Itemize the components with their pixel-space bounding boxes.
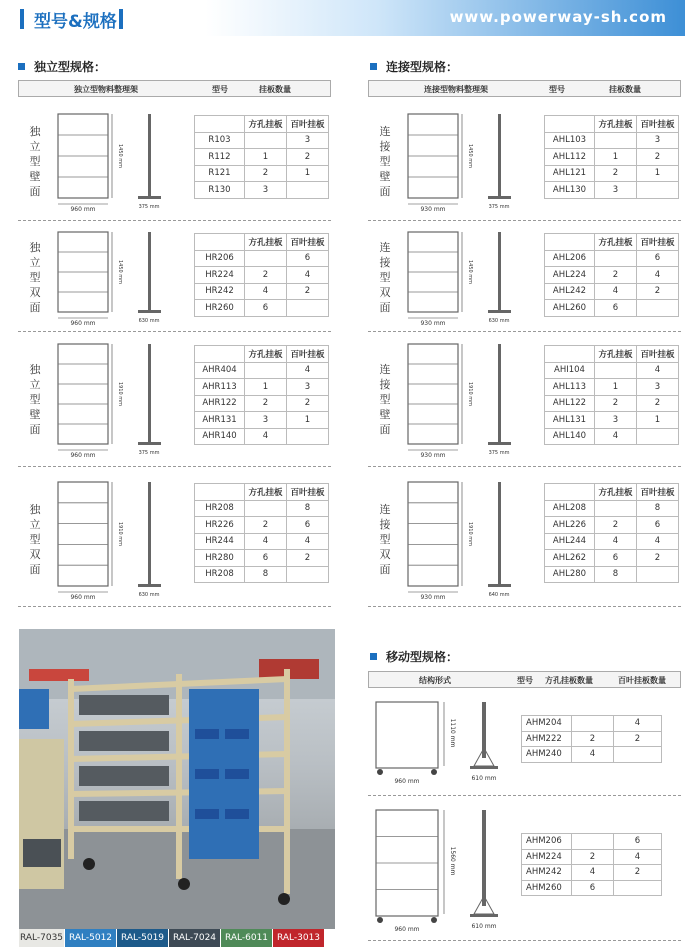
svg-text:630 mm: 630 mm <box>138 592 160 598</box>
table-cell: 6 <box>595 300 637 317</box>
warehouse-rack-illustration <box>19 629 335 929</box>
table-cell: 1 <box>245 379 287 396</box>
svg-text:1450 mm: 1450 mm <box>467 143 473 169</box>
mobile-header-bar: 结构形式 型号 方孔挂板数量 百叶挂板数量 <box>368 671 681 688</box>
table-row <box>545 395 679 412</box>
table-cell: 2 <box>637 550 679 567</box>
table-cell: 2 <box>595 517 637 534</box>
table-cell: AHM222 <box>522 731 572 747</box>
table-row <box>545 500 679 517</box>
color-swatch: RAL-5019 <box>117 929 169 947</box>
table-cell: AHM204 <box>522 716 572 732</box>
table-header-cell: 方孔挂板 <box>595 484 637 501</box>
table-cell: 2 <box>572 849 614 865</box>
table-header-cell <box>545 116 595 133</box>
mobile-rack-drawing <box>372 700 522 800</box>
table-cell: 4 <box>614 716 662 732</box>
table-cell <box>572 834 614 850</box>
table-cell <box>287 566 329 583</box>
separator <box>18 466 331 467</box>
table-row <box>545 149 679 166</box>
right-spec-table <box>544 345 679 445</box>
svg-text:630 mm: 630 mm <box>138 318 160 324</box>
table-cell: 6 <box>245 300 287 317</box>
table-row <box>545 267 679 284</box>
table-cell: AHM260 <box>522 880 572 896</box>
table-row <box>195 165 329 182</box>
color-swatch: RAL-7024 <box>169 929 221 947</box>
table-cell: 4 <box>637 533 679 550</box>
table-row <box>195 250 329 267</box>
table-row <box>545 566 679 583</box>
left-block-label: 独 立 型 壁 面 <box>29 125 41 198</box>
svg-text:1110 mm: 1110 mm <box>449 718 456 748</box>
table-row <box>522 834 662 850</box>
table-cell: HR224 <box>195 267 245 284</box>
svg-text:1560 mm: 1560 mm <box>449 846 456 876</box>
table-cell: 2 <box>245 517 287 534</box>
table-cell: 1 <box>595 149 637 166</box>
table-header-cell <box>195 484 245 501</box>
bullet-square-icon <box>18 63 25 70</box>
left-rack-drawing <box>50 228 210 334</box>
table-cell: 6 <box>245 550 287 567</box>
table-cell <box>595 362 637 379</box>
right-rack-drawing <box>400 340 560 466</box>
table-header-cell: 方孔挂板 <box>595 234 637 251</box>
table-cell: HR260 <box>195 300 245 317</box>
table-row <box>545 182 679 199</box>
table-cell: AHL113 <box>545 379 595 396</box>
table-row <box>522 865 662 881</box>
table-cell <box>287 182 329 199</box>
table-cell: 4 <box>287 362 329 379</box>
table-cell <box>614 880 662 896</box>
left-spec-table <box>194 115 329 199</box>
table-header-row <box>545 234 679 251</box>
left-block-label: 独 立 型 壁 面 <box>29 363 41 436</box>
table-row <box>545 132 679 149</box>
svg-text:375 mm: 375 mm <box>488 450 510 456</box>
right-rack-drawing <box>400 110 560 220</box>
header-bar-right <box>119 9 123 29</box>
table-cell: 1 <box>245 149 287 166</box>
table-cell: HR280 <box>195 550 245 567</box>
table-cell: HR208 <box>195 500 245 517</box>
table-header-cell: 方孔挂板 <box>245 234 287 251</box>
table-cell: HR206 <box>195 250 245 267</box>
table-row <box>545 550 679 567</box>
table-row <box>522 880 662 896</box>
table-header-row <box>195 346 329 363</box>
table-cell: AHL224 <box>545 267 595 284</box>
table-cell: 2 <box>595 267 637 284</box>
table-header-row <box>545 484 679 501</box>
svg-text:960 mm: 960 mm <box>70 206 96 213</box>
table-header-cell: 百叶挂板 <box>637 346 679 363</box>
table-row <box>545 300 679 317</box>
svg-text:375 mm: 375 mm <box>488 204 510 210</box>
table-cell: AHM240 <box>522 747 572 763</box>
table-cell: AHR131 <box>195 412 245 429</box>
table-header-cell: 百叶挂板 <box>637 116 679 133</box>
table-cell: AHI104 <box>545 362 595 379</box>
table-row <box>195 300 329 317</box>
table-cell: 2 <box>245 267 287 284</box>
svg-text:930 mm: 930 mm <box>420 594 446 601</box>
table-cell: 4 <box>245 283 287 300</box>
left-spec-table <box>194 483 329 583</box>
table-cell: 4 <box>245 533 287 550</box>
table-cell <box>637 300 679 317</box>
table-header-cell <box>195 346 245 363</box>
table-cell: 3 <box>637 132 679 149</box>
table-cell: 3 <box>595 182 637 199</box>
separator <box>18 220 331 221</box>
right-spec-table <box>544 115 679 199</box>
table-header-cell: 百叶挂板 <box>287 234 329 251</box>
svg-text:610 mm: 610 mm <box>471 775 497 782</box>
table-row <box>545 412 679 429</box>
table-header-cell <box>545 234 595 251</box>
mobile-rack-drawing <box>372 808 522 948</box>
table-cell: 3 <box>287 379 329 396</box>
table-cell <box>614 747 662 763</box>
mobile-section-title: 移动型规格： <box>370 648 458 665</box>
table-cell: 3 <box>245 412 287 429</box>
table-row <box>195 550 329 567</box>
table-row <box>522 731 662 747</box>
table-header-cell: 百叶挂板 <box>287 484 329 501</box>
table-row <box>195 182 329 199</box>
table-cell: HR226 <box>195 517 245 534</box>
table-cell: 2 <box>637 283 679 300</box>
table-cell: AHM224 <box>522 849 572 865</box>
table-row <box>195 132 329 149</box>
table-cell: 4 <box>595 428 637 445</box>
mobile-spec-table <box>521 715 662 763</box>
table-header-cell: 百叶挂板 <box>287 116 329 133</box>
table-cell: AHL122 <box>545 395 595 412</box>
table-cell: AHL208 <box>545 500 595 517</box>
table-cell: R121 <box>195 165 245 182</box>
table-cell: AHR140 <box>195 428 245 445</box>
table-cell: 6 <box>637 517 679 534</box>
color-swatch: RAL-6011 <box>221 929 273 947</box>
color-swatch-bar <box>19 929 325 947</box>
table-cell: 4 <box>287 533 329 550</box>
left-rack-drawing <box>50 110 210 220</box>
table-cell: 2 <box>614 731 662 747</box>
table-cell: AHL131 <box>545 412 595 429</box>
table-cell: 4 <box>637 362 679 379</box>
table-cell: 8 <box>595 566 637 583</box>
table-row <box>195 362 329 379</box>
table-cell: HR244 <box>195 533 245 550</box>
svg-text:640 mm: 640 mm <box>488 592 510 598</box>
table-cell: AHL226 <box>545 517 595 534</box>
color-swatch: RAL-5012 <box>65 929 117 947</box>
svg-text:1910 mm: 1910 mm <box>117 381 123 407</box>
svg-text:930 mm: 930 mm <box>420 206 446 213</box>
table-cell: 2 <box>245 395 287 412</box>
table-cell: 2 <box>287 550 329 567</box>
table-header-cell: 百叶挂板 <box>287 346 329 363</box>
table-row <box>545 428 679 445</box>
table-row <box>195 379 329 396</box>
table-cell: AHL262 <box>545 550 595 567</box>
svg-text:1450 mm: 1450 mm <box>117 143 123 169</box>
table-cell: 4 <box>595 533 637 550</box>
svg-text:1910 mm: 1910 mm <box>467 381 473 407</box>
table-header-row <box>195 484 329 501</box>
table-header-row <box>195 234 329 251</box>
table-cell: 4 <box>245 428 287 445</box>
table-row <box>545 283 679 300</box>
table-cell: 2 <box>287 395 329 412</box>
page-title: 型号&规格 <box>34 12 117 32</box>
svg-text:960 mm: 960 mm <box>70 452 96 459</box>
table-row <box>522 849 662 865</box>
left-spec-table <box>194 233 329 317</box>
table-row <box>545 165 679 182</box>
table-cell: 8 <box>287 500 329 517</box>
table-header-cell <box>195 116 245 133</box>
table-cell: 2 <box>614 865 662 881</box>
table-row <box>195 517 329 534</box>
table-header-row <box>195 116 329 133</box>
bullet-square-icon <box>370 653 377 660</box>
table-cell: 2 <box>287 149 329 166</box>
table-cell: AHR122 <box>195 395 245 412</box>
table-cell: 3 <box>287 132 329 149</box>
table-cell <box>287 428 329 445</box>
table-cell: AHL130 <box>545 182 595 199</box>
table-cell: AHL242 <box>545 283 595 300</box>
svg-text:630 mm: 630 mm <box>488 318 510 324</box>
table-cell: R130 <box>195 182 245 199</box>
table-row <box>195 149 329 166</box>
table-row <box>545 517 679 534</box>
right-rack-drawing <box>400 478 560 608</box>
table-header-cell: 方孔挂板 <box>245 346 287 363</box>
table-header-cell: 方孔挂板 <box>595 346 637 363</box>
left-block-label: 独 立 型 双 面 <box>29 503 41 576</box>
table-row <box>545 533 679 550</box>
table-cell: 2 <box>287 283 329 300</box>
table-cell: 1 <box>287 412 329 429</box>
table-cell: AHR404 <box>195 362 245 379</box>
color-swatch: RAL-3013 <box>273 929 325 947</box>
table-row <box>522 716 662 732</box>
page-header <box>0 0 685 36</box>
left-block-label: 独 立 型 双 面 <box>29 241 41 314</box>
table-header-row <box>545 116 679 133</box>
table-cell: 2 <box>595 395 637 412</box>
connected-header-bar: 连接型物料整理架 型号 挂板数量 <box>368 80 681 97</box>
table-cell: 8 <box>637 500 679 517</box>
table-row <box>545 379 679 396</box>
table-row <box>195 395 329 412</box>
table-cell: AHL206 <box>545 250 595 267</box>
right-block-label: 连 接 型 壁 面 <box>379 125 391 198</box>
table-cell <box>595 500 637 517</box>
table-cell <box>245 362 287 379</box>
table-header-cell: 百叶挂板 <box>637 234 679 251</box>
table-cell: 4 <box>572 865 614 881</box>
right-spec-table <box>544 483 679 583</box>
separator <box>368 466 681 467</box>
svg-text:375 mm: 375 mm <box>138 450 160 456</box>
svg-text:1450 mm: 1450 mm <box>117 259 123 285</box>
table-cell: 4 <box>637 267 679 284</box>
table-cell: 4 <box>572 747 614 763</box>
table-row <box>195 267 329 284</box>
table-cell: 6 <box>595 550 637 567</box>
svg-text:960 mm: 960 mm <box>70 320 96 327</box>
product-photo <box>19 629 335 929</box>
svg-text:1910 mm: 1910 mm <box>117 521 123 547</box>
table-cell: 3 <box>245 182 287 199</box>
table-cell <box>595 132 637 149</box>
mobile-spec-table <box>521 833 662 896</box>
svg-text:930 mm: 930 mm <box>420 452 446 459</box>
table-cell: 2 <box>572 731 614 747</box>
table-cell: 4 <box>287 267 329 284</box>
svg-text:610 mm: 610 mm <box>471 923 497 930</box>
table-cell: 4 <box>595 283 637 300</box>
standalone-header-bar: 独立型物料整理架 型号 挂板数量 <box>18 80 331 97</box>
right-spec-table <box>544 233 679 317</box>
table-cell: 6 <box>637 250 679 267</box>
left-rack-drawing <box>50 478 210 608</box>
right-block-label: 连 接 型 双 面 <box>379 503 391 576</box>
table-cell <box>637 566 679 583</box>
svg-text:1450 mm: 1450 mm <box>467 259 473 285</box>
table-cell: HR208 <box>195 566 245 583</box>
table-cell: 1 <box>595 379 637 396</box>
table-header-cell: 方孔挂板 <box>245 484 287 501</box>
table-cell: 2 <box>637 149 679 166</box>
table-cell: 3 <box>595 412 637 429</box>
right-block-label: 连 接 型 壁 面 <box>379 363 391 436</box>
table-cell: 2 <box>245 165 287 182</box>
table-row <box>195 428 329 445</box>
table-row <box>195 533 329 550</box>
table-cell: R103 <box>195 132 245 149</box>
table-cell: 1 <box>637 165 679 182</box>
table-header-cell: 百叶挂板 <box>637 484 679 501</box>
table-cell: 4 <box>614 849 662 865</box>
svg-text:960 mm: 960 mm <box>70 594 96 601</box>
separator <box>368 220 681 221</box>
svg-text:930 mm: 930 mm <box>420 320 446 327</box>
table-cell: 3 <box>637 379 679 396</box>
table-cell: 6 <box>572 880 614 896</box>
table-cell <box>572 716 614 732</box>
table-cell: AHR113 <box>195 379 245 396</box>
table-row <box>195 283 329 300</box>
svg-text:960 mm: 960 mm <box>394 926 420 933</box>
table-cell: AHL112 <box>545 149 595 166</box>
table-header-cell: 方孔挂板 <box>245 116 287 133</box>
svg-text:960 mm: 960 mm <box>394 778 420 785</box>
table-cell: 6 <box>614 834 662 850</box>
table-row <box>195 566 329 583</box>
svg-text:375 mm: 375 mm <box>138 204 160 210</box>
color-swatch: RAL-7035 <box>19 929 65 947</box>
table-cell: AHL121 <box>545 165 595 182</box>
table-cell: 1 <box>637 412 679 429</box>
table-cell: AHL280 <box>545 566 595 583</box>
table-row <box>545 362 679 379</box>
left-rack-drawing <box>50 340 210 466</box>
table-cell <box>245 500 287 517</box>
table-cell: HR242 <box>195 283 245 300</box>
table-header-cell <box>545 484 595 501</box>
table-cell: AHL103 <box>545 132 595 149</box>
table-cell: 8 <box>245 566 287 583</box>
connected-section-title: 连接型规格： <box>370 58 458 75</box>
left-spec-table <box>194 345 329 445</box>
table-cell: AHM242 <box>522 865 572 881</box>
table-row <box>195 412 329 429</box>
header-bar-left <box>20 9 24 29</box>
table-cell: 2 <box>595 165 637 182</box>
table-cell: 2 <box>637 395 679 412</box>
table-cell <box>245 250 287 267</box>
table-header-row <box>545 346 679 363</box>
table-header-cell <box>195 234 245 251</box>
standalone-section-title: 独立型规格： <box>18 58 106 75</box>
table-cell: AHL244 <box>545 533 595 550</box>
table-cell <box>637 182 679 199</box>
site-url[interactable]: www.powerway-sh.com <box>449 8 667 26</box>
table-cell: AHM206 <box>522 834 572 850</box>
table-header-cell: 方孔挂板 <box>595 116 637 133</box>
bullet-square-icon <box>370 63 377 70</box>
table-cell <box>637 428 679 445</box>
table-row <box>522 747 662 763</box>
right-rack-drawing <box>400 228 560 334</box>
table-row <box>545 250 679 267</box>
table-header-cell <box>545 346 595 363</box>
table-cell: 6 <box>287 250 329 267</box>
table-cell: 1 <box>287 165 329 182</box>
svg-text:1910 mm: 1910 mm <box>467 521 473 547</box>
table-cell: AHL260 <box>545 300 595 317</box>
table-cell <box>287 300 329 317</box>
table-cell <box>245 132 287 149</box>
table-cell <box>595 250 637 267</box>
table-cell: 6 <box>287 517 329 534</box>
table-cell: R112 <box>195 149 245 166</box>
right-block-label: 连 接 型 双 面 <box>379 241 391 314</box>
table-row <box>195 500 329 517</box>
table-cell: AHL140 <box>545 428 595 445</box>
